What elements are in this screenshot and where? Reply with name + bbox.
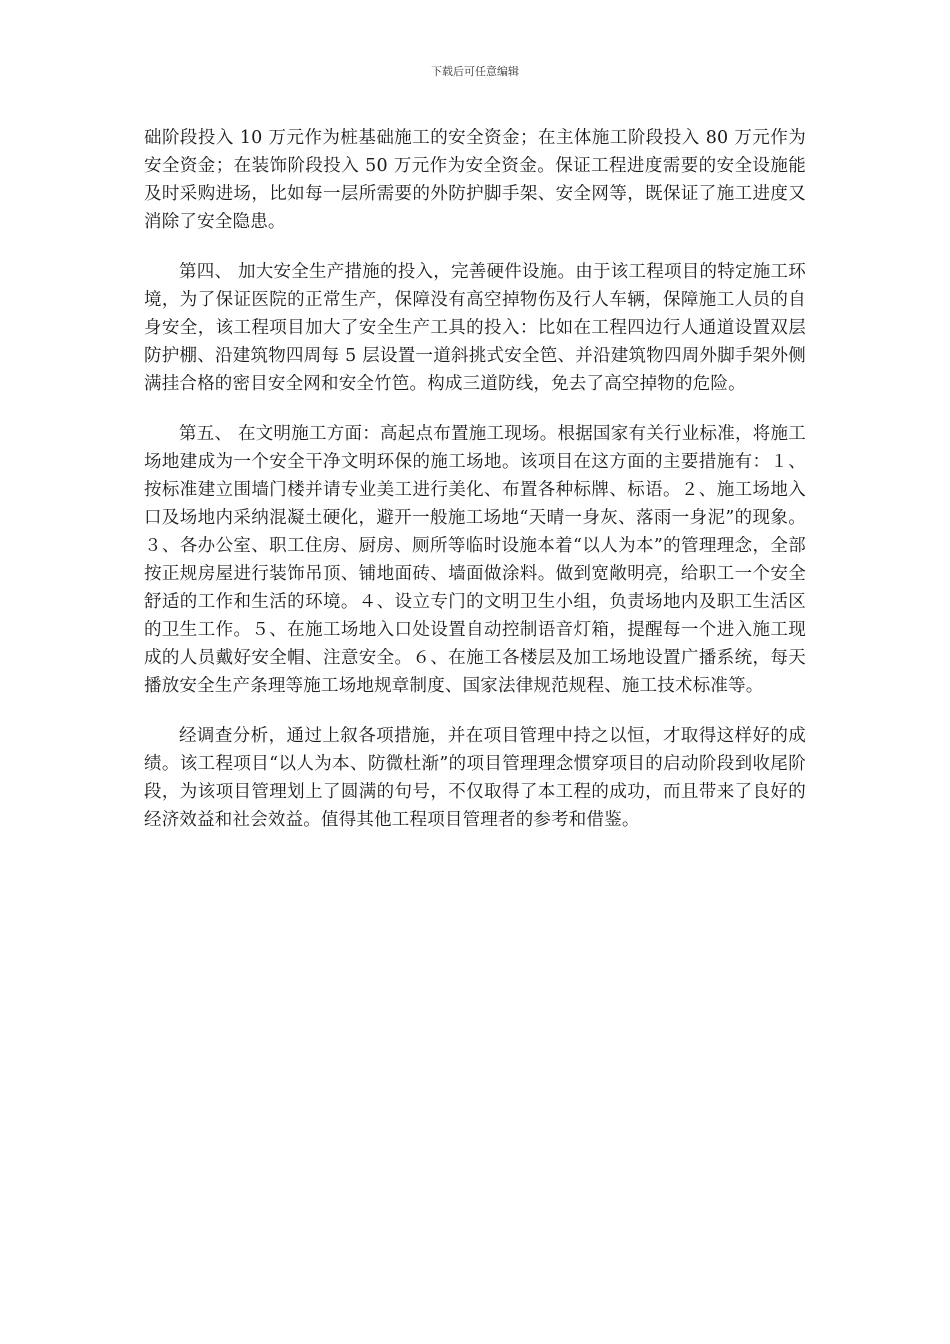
document-body (144, 124, 806, 856)
paragraph-civilized-construction: 第五、 在文明施工方面：高起点布置施工现场。根据国家有关行业标准，将施工场地建成为一个安全干净文明环保的施工场地。该项目在这方面的主要措施有：１、按标准建立围墙门楼并请专业美工进行美化、布置各种标牌、标语。２、施工场地入口及场地内采纳混凝土硬化，避开一般施工场地“天晴一身灰、落雨一身泥”的现象。３、各办公室、职工住房、厨房、厕所等临时设施本着“以人为本”的管理理念，全部按正规房屋进行装饰吊顶、铺地面砖、墙面做涂料。做到宽敞明亮，给职工一个安全舒适的工作和生活的环境。４、设立专门的文明卫生小组，负责场地内及职工生活区的卫生工作。５、在施工场地入口处设置自动控制语音灯箱，提醒每一个进入施工现成的人员戴好安全帽、注意安全。６、在施工各楼层及加工场地设置广播系统，每天播放安全生产条理等施工场地规章制度、国家法律规范规程、施工技术标准等。 (144, 424, 806, 696)
paragraph-safety-investment: 第四、 加大安全生产措施的投入，完善硬件设施。由于该工程项目的特定施工环境，为了保证医院的正常生产，保障没有高空掉物伤及行人车辆，保障施工人员的自身安全，该工程项目加大了安全生产工具的投入：比如在工程四边行人通道设置双层防护棚、沿建筑物四周每 5 层设置一道斜挑式安全笆、并沿建筑物四周外脚手架外侧满挂合格的密目安全网和安全竹笆。构成三道防线，免去了高空掉物的危险。 (144, 262, 806, 394)
paragraph-funding-continuation: 础阶段投入 10 万元作为桩基础施工的安全资金；在主体施工阶段投入 80 万元作为安全资金；在装饰阶段投入 50 万元作为安全资金。保证工程进度需要的安全设施能及时采购进场，比如每一层所需要的外防护脚手架、安全网等，既保证了施工进度又消除了安全隐患。 (144, 128, 806, 232)
page-header-note: 下载后可任意编辑 (431, 65, 519, 78)
paragraph-conclusion: 经调查分析，通过上叙各项措施，并在项目管理中持之以恒，才取得这样好的成绩。该工程项目“以人为本、防微杜渐”的项目管理理念惯穿项目的启动阶段到收尾阶段，为该项目管理划上了圆满的句号，不仅取得了本工程的成功，而且带来了良好的经济效益和社会效益。值得其他工程项目管理者的参考和借鉴。 (144, 726, 806, 830)
